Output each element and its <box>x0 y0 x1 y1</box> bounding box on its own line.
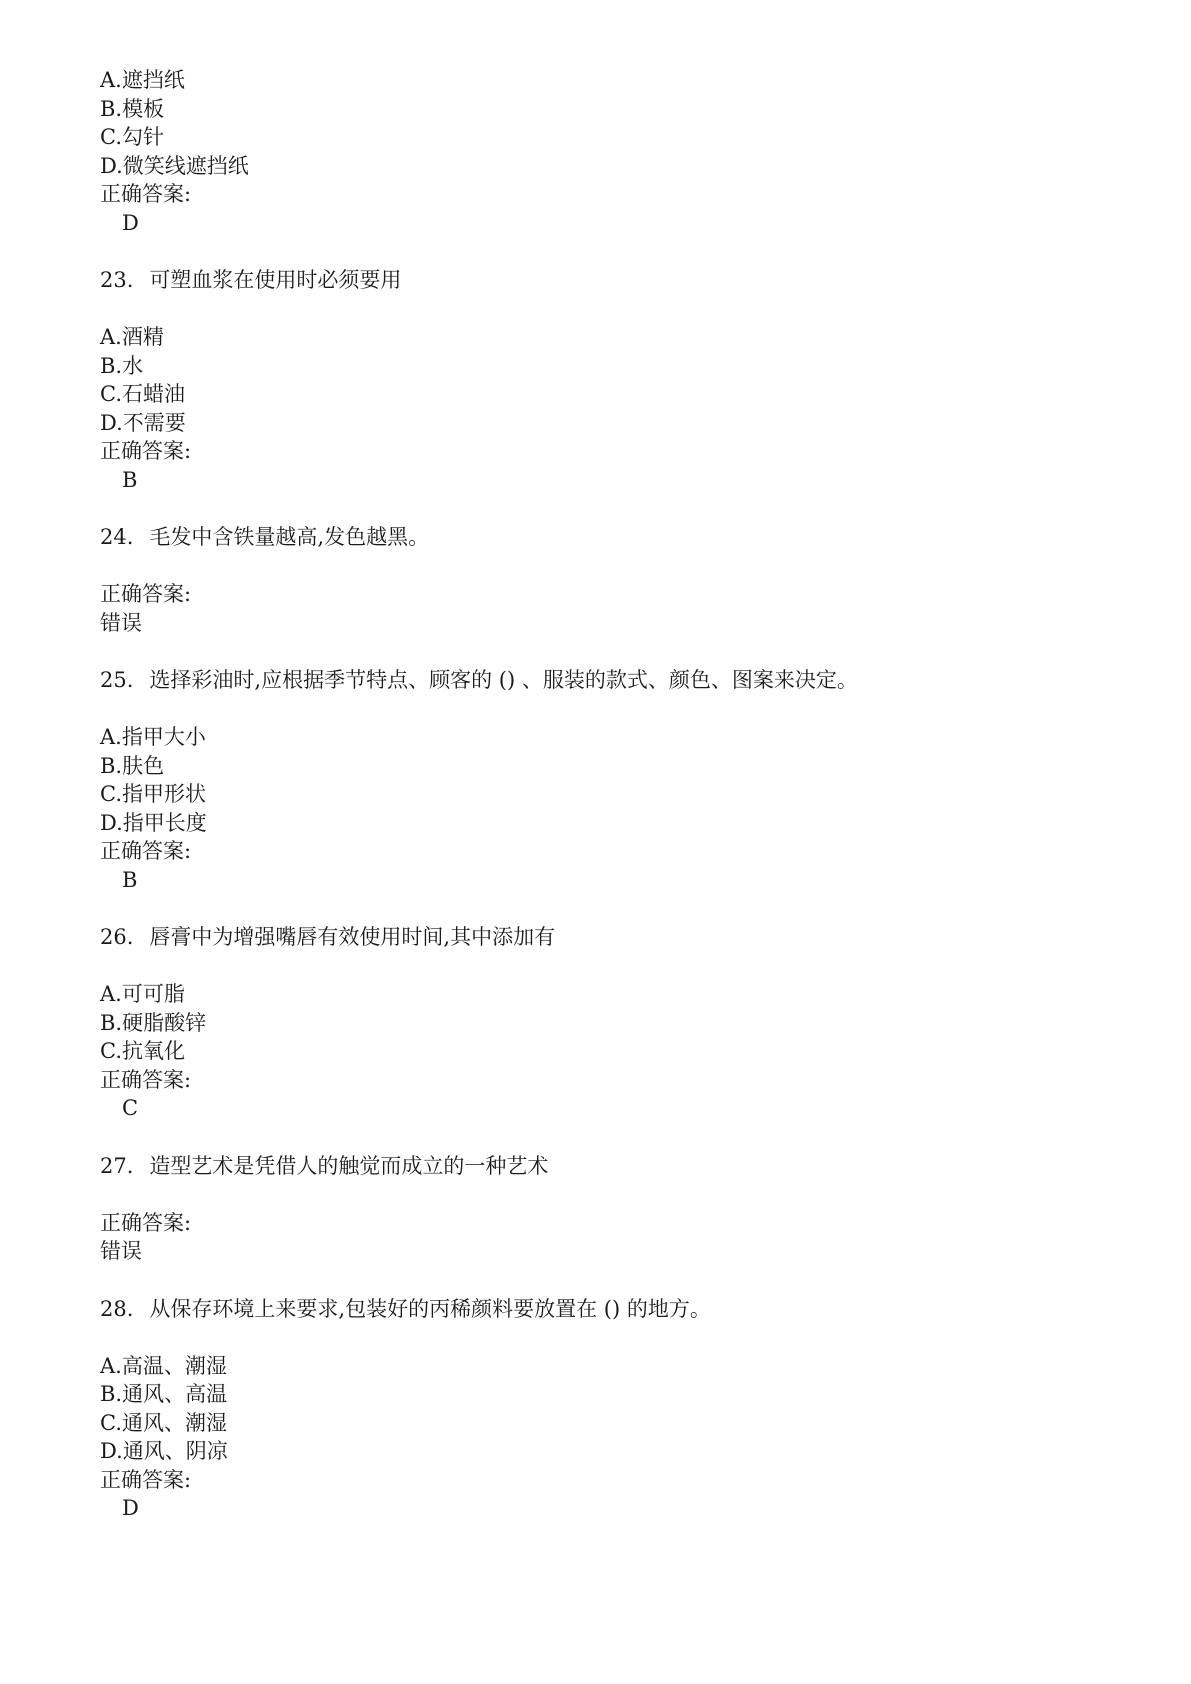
answer-label: 正确答案: <box>100 1067 192 1092</box>
answer-value: D <box>122 1496 139 1520</box>
answer-value: D <box>122 210 139 235</box>
question-text: 造型艺术是凭借人的触觉而成立的一种艺术 <box>149 1153 549 1178</box>
question-number: 28. <box>100 1296 134 1321</box>
answer-value: B <box>122 467 138 492</box>
question-text: 从保存环境上来要求,包装好的丙稀颜料要放置在 () 的地方。 <box>149 1296 711 1321</box>
answer-label: 正确答案: <box>100 582 192 606</box>
option-item: C.石蜡油 <box>100 382 185 406</box>
answer-value: B <box>122 867 138 892</box>
answer-value: 错误 <box>100 1239 142 1263</box>
option-item: C.指甲形状 <box>100 782 206 806</box>
option-item: B.硬脂酸锌 <box>100 1010 207 1035</box>
question-number: 23. <box>100 268 134 292</box>
answer-label: 正确答案: <box>100 182 192 206</box>
question-line <box>100 923 555 951</box>
question-number: 26. <box>100 925 134 949</box>
answer-label: 正确答案: <box>100 1210 192 1235</box>
option-item: C.通风、潮湿 <box>100 1410 227 1435</box>
answer-value: 错误 <box>100 610 142 635</box>
option-item: A.指甲大小 <box>100 725 206 749</box>
question-number: 27. <box>100 1153 134 1178</box>
option-item: A.酒精 <box>100 325 164 349</box>
question-line <box>100 523 429 551</box>
option-item: B.肤色 <box>100 753 165 778</box>
question-text: 可塑血浆在使用时必须要用 <box>149 268 402 292</box>
question-line <box>100 266 401 294</box>
answer-label: 正确答案: <box>100 439 192 463</box>
option-item: A.遮挡纸 <box>100 68 185 92</box>
question-number: 24. <box>100 525 134 549</box>
option-item: B.模板 <box>100 96 165 121</box>
option-item: B.水 <box>100 353 144 378</box>
question-text: 毛发中含铁量越高,发色越黑。 <box>149 525 430 549</box>
question-line <box>100 1152 548 1180</box>
answer-value: C <box>122 1096 139 1120</box>
option-item: A.可可脂 <box>100 982 185 1006</box>
option-item: A.高温、潮湿 <box>100 1353 227 1378</box>
option-item: C.抗氧化 <box>100 1039 185 1063</box>
option-item: B.通风、高温 <box>100 1382 228 1406</box>
option-item: C.勾针 <box>100 125 164 149</box>
option-item: D.通风、阴凉 <box>100 1439 228 1463</box>
question-line <box>100 1295 711 1323</box>
question-line <box>100 666 858 694</box>
option-item: D.微笑线遮挡纸 <box>100 153 249 178</box>
option-item: D.指甲长度 <box>100 810 207 835</box>
option-item: D.不需要 <box>100 410 186 435</box>
question-text: 选择彩油时,应根据季节特点、顾客的 () 、服装的款式、颜色、图案来决定。 <box>149 668 858 692</box>
answer-label: 正确答案: <box>100 839 192 863</box>
question-number: 25. <box>100 668 134 692</box>
answer-label: 正确答案: <box>100 1467 192 1492</box>
question-text: 唇膏中为增强嘴唇有效使用时间,其中添加有 <box>149 925 556 949</box>
